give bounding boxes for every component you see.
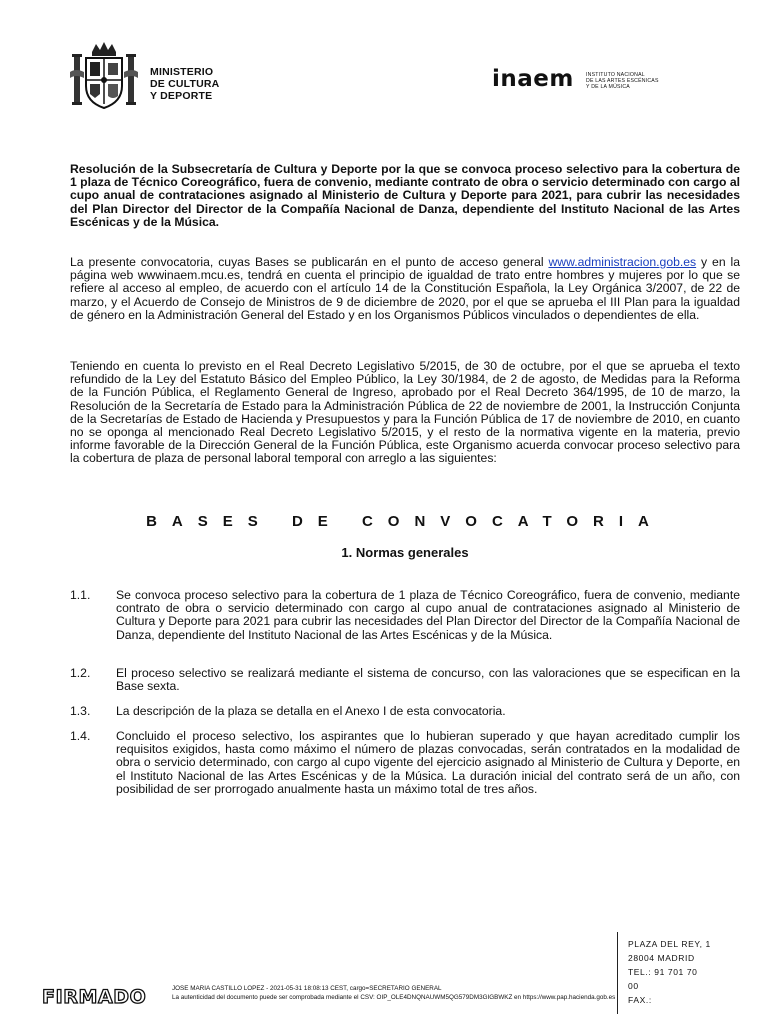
- inaem-subtitle-line: DE LAS ARTES ESCÉNICAS: [586, 78, 659, 84]
- ministry-line: MINISTERIO: [150, 66, 214, 78]
- section-heading: 1. Normas generales: [341, 545, 469, 560]
- address-line: 28004 MADRID: [628, 953, 695, 963]
- intro-text-start: La presente convocatoria, cuyas Bases se publicarán en el punto de acceso general: [70, 255, 549, 269]
- address-line: FAX.:: [628, 995, 652, 1005]
- address-line: 00: [628, 981, 639, 991]
- inaem-subtitle: [586, 72, 659, 90]
- ministry-line: DE CULTURA: [150, 78, 220, 90]
- inaem-logo: [492, 66, 692, 96]
- legal-basis-paragraph: Teniendo en cuenta lo previsto en el Real Decreto Legislativo 5/2015, de 30 de octubre, por el que se aprueba el texto refundido de la Ley del Estatuto Básico del Empleo Público, la Ley 30/1984, de 2 de agosto, de Medidas para la Reforma de la Función Pública, el Reglamento General de Ingreso, aprobado por el Real Decreto 364/1995, de 10 de marzo, la Resolución de la Secretaría de Estado para la Administración Pública de 22 de noviembre de 2001, la Instrucción Conjunta de la Secretarías de Estado de Hacienda y Presupuestos y para la Función Pública de 17 de noviembre de 2010, en cuanto no se oponga al mencionado Real Decreto Legislativo 5/2015, y el resto de la normativa vigente en la materia, previo informe favorable de la Dirección General de la Función Pública, este Organismo acuerda convocar proceso selectivo para la cobertura de plaza de personal laboral temporal con arreglo a las siguientes:: [70, 359, 740, 466]
- inaem-wordmark: inaem: [492, 66, 574, 92]
- item-text: Concluido el proceso selectivo, los aspirantes que lo hubieran superado y que hayan acreditado cumplir los requisitos exigidos, hasta como máximo el número de plazas convocadas, serán contratados en la modalidad de obra o servicio determinado, con cargo al cupo vigente del ejercicio asignado al Ministerio de Cultura y Deporte, en el Instituto Nacional de las Artes Escénicas y de la Música. La duración inicial del contrato será de un año, con posibilidad de ser prorrogado anualmente hasta un máximo total de tres años.: [116, 729, 740, 796]
- coat-of-arms-icon: [70, 42, 138, 112]
- resolution-title: Resolución de la Subsecretaría de Cultura y Deporte por la que se convoca proceso selectivo para la cobertura de 1 plaza de Técnico Coreográfico, fuera de convenio, mediante contrato de obra o servicio determinado con cargo al cupo anual de contrataciones asignado al Ministerio de Cultura y Deporte para 2021, para cubrir las necesidades del Plan Director del Director de la Compañía Nacional de Danza, dependiente del Instituto Nacional de las Artes Escénicas y de la Música.: [70, 162, 740, 229]
- csv-verification-line: La autenticidad del documento puede ser comprobada mediante el CSV: OIP_OLE4DNQNAUWM5QG579DM3GIGBWKZ en https://www.pap.hacienda.gob.es: [172, 994, 616, 1001]
- inaem-subtitle-line: Y DE LA MÚSICA: [586, 84, 630, 90]
- ministry-line: Y DEPORTE: [150, 90, 213, 102]
- item-number: 1.2.: [70, 666, 91, 680]
- address-line: PLAZA DEL REY, 1: [628, 939, 711, 949]
- ministry-name: [150, 66, 219, 102]
- firmado-stamp: FIRMADO: [42, 986, 147, 1008]
- item-text: La descripción de la plaza se detalla en el Anexo I de esta convocatoria.: [116, 704, 506, 718]
- item-text: El proceso selectivo se realizará mediante el sistema de concurso, con las valoraciones que se especifican en la Base sexta.: [116, 666, 740, 694]
- ministry-logo: [70, 42, 230, 112]
- item-number: 1.4.: [70, 729, 91, 743]
- intro-paragraph: [70, 256, 740, 322]
- item-number: 1.3.: [70, 704, 91, 718]
- item-number: 1.1.: [70, 588, 91, 602]
- signature-line: JOSE MARIA CASTILLO LOPEZ - 2021-05-31 18:08:13 CEST, cargo=SECRETARIO GENERAL: [172, 985, 442, 992]
- address-line: TEL.: 91 701 70: [628, 967, 698, 977]
- administracion-link[interactable]: www.administracion.gob.es: [548, 255, 697, 269]
- bases-heading: BASES DE CONVOCATORIA: [146, 513, 664, 530]
- digital-signature: [172, 984, 732, 1002]
- inaem-subtitle-line: INSTITUTO NACIONAL: [586, 72, 645, 78]
- item-text: Se convoca proceso selectivo para la cobertura de 1 plaza de Técnico Coreográfico, fuera de convenio, mediante contrato de obra o servicio determinado con cargo al cupo anual de contrataciones asignado al Ministerio de Cultura y Deporte para 2021 para cubrir las necesidades del Plan Director del Director de la Compañía Nacional de Danza, dependiente del Instituto Nacional de las Artes Escénicas y de la Música.: [116, 588, 740, 642]
- intro-text-end: y en la página web wwwinaem.mcu.es, tendrá en cuenta el principio de igualdad de trato entre hombres y mujeres por lo que se refiere al acceso al empleo, de acuerdo con el artículo 14 de la Constitución Española, la Ley Orgánica 3/2007, de 22 de marzo, y el Acuerdo de Consejo de Ministros de 9 de diciembre de 2020, por el que se aprueba el III Plan para la igualdad de género en la Administración General del Estado y en los Organismos Públicos vinculados o dependientes de ella.: [70, 255, 740, 322]
